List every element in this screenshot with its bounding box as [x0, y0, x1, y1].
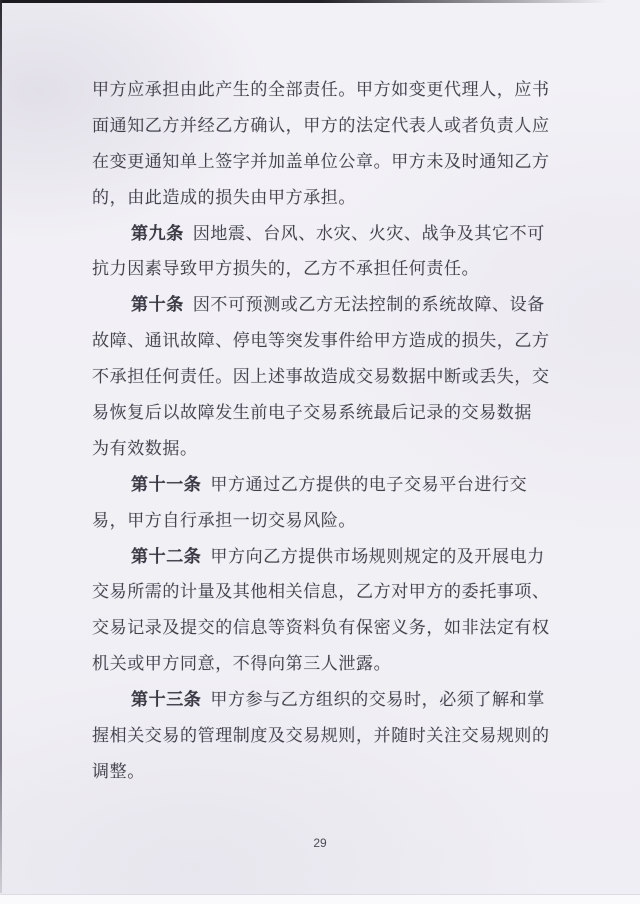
- line-text: 的，由此造成的损失由甲方承担。: [92, 187, 356, 207]
- text-line: [92, 108, 562, 144]
- article-number: 第十条: [131, 295, 184, 315]
- text-line: [92, 610, 562, 646]
- line-text: 为有效数据。: [92, 438, 198, 458]
- text-line: [92, 718, 562, 754]
- line-text: 在变更通知单上签字并加盖单位公章。甲方未及时通知乙方: [92, 151, 550, 171]
- text-line: [92, 574, 562, 610]
- text-line: [92, 682, 562, 718]
- text-line: [92, 72, 562, 108]
- scan-edge-left: [0, 0, 2, 893]
- line-text: 调整。: [92, 761, 145, 781]
- line-text: 因不可预测或乙方无法控制的系统故障、设备: [192, 295, 545, 315]
- contract-body: [92, 72, 562, 790]
- text-line: [92, 359, 562, 395]
- text-line: [92, 754, 562, 790]
- article-number: 第十一条: [131, 474, 202, 494]
- text-line: [92, 216, 562, 252]
- line-text: 抗力因素导致甲方损失的，乙方不承担任何责任。: [92, 259, 480, 279]
- text-line: [92, 395, 562, 431]
- scan-edge-top: [0, 0, 640, 3]
- line-text: 握相关交易的管理制度及交易规则，并随时关注交易规则的: [92, 726, 550, 746]
- text-line: [92, 646, 562, 682]
- line-text: 面通知乙方并经乙方确认，甲方的法定代表人或者负责人应: [92, 115, 550, 135]
- text-line: [92, 287, 562, 323]
- line-text: 易恢复后以故障发生前电子交易系统最后记录的交易数据: [92, 403, 532, 423]
- line-text: 不承担任何责任。因上述事故造成交易数据中断或丢失，交: [92, 367, 550, 387]
- article-number: 第十三条: [131, 690, 202, 710]
- article-number: 第九条: [131, 223, 184, 243]
- text-line: [92, 503, 562, 539]
- line-text: 交易记录及提交的信息等资料负有保密义务，如非法定有权: [92, 618, 550, 638]
- text-line: [92, 467, 562, 503]
- line-text: 甲方参与乙方组织的交易时，必须了解和掌: [210, 690, 545, 710]
- text-line: [92, 180, 562, 216]
- page-number: 29: [313, 836, 327, 850]
- text-line: [92, 539, 562, 575]
- text-line: [92, 251, 562, 287]
- line-text: 因地震、台风、水灾、火灾、战争及其它不可: [192, 223, 545, 243]
- text-line: [92, 431, 562, 467]
- line-text: 甲方应承担由此产生的全部责任。甲方如变更代理人，应书: [92, 80, 550, 99]
- line-text: 甲方向乙方提供市场规则规定的及开展电力: [210, 546, 545, 566]
- line-text: 故障、通讯故障、停电等突发事件给甲方造成的损失，乙方: [92, 331, 550, 351]
- line-text: 甲方通过乙方提供的电子交易平台进行交: [210, 474, 528, 494]
- text-line: [92, 323, 562, 359]
- scan-edge-bottom: [0, 894, 640, 904]
- line-text: 交易所需的计量及其他相关信息，乙方对甲方的委托事项、: [92, 582, 550, 602]
- text-line: [92, 144, 562, 180]
- article-number: 第十二条: [131, 546, 202, 566]
- line-text: 易，甲方自行承担一切交易风险。: [92, 510, 356, 530]
- line-text: 机关或甲方同意，不得向第三人泄露。: [92, 654, 392, 674]
